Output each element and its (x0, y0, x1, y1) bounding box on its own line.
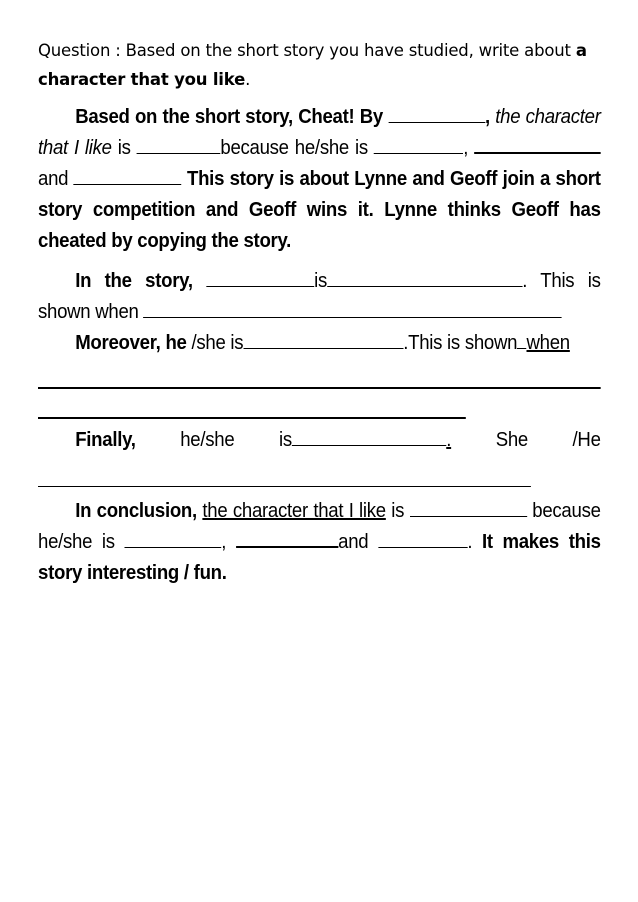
conclusion-lead: In conclusion, (75, 500, 197, 522)
conclusion-trait-blank-3[interactable] (378, 529, 467, 548)
moreover-evidence-line-2[interactable] (38, 389, 466, 419)
worksheet-page (38, 36, 601, 589)
paragraph-introduction (38, 102, 601, 257)
trait-blank-2[interactable] (474, 134, 600, 154)
finally-he-she: he/she (180, 429, 235, 451)
story-is: is (314, 270, 327, 292)
question-emphasis: a character that you like (38, 41, 587, 89)
story-summary: This story is about Lynne and Geoff join a short story competition and Geoff wins it. Lynne thinks Geoff has cheated by copying the story. (38, 168, 601, 252)
author-blank[interactable] (388, 104, 485, 123)
paragraph-conclusion (38, 496, 601, 589)
conclusion-character-phrase: the character that I like (202, 500, 386, 522)
story-evidence-blank[interactable] (144, 299, 563, 318)
moreover-lead: Moreover, he (75, 332, 187, 354)
intro-is: is (117, 137, 131, 159)
intro-because: because he/she is (220, 137, 368, 159)
intro-lead: Based on the short story, Cheat! By (75, 106, 383, 128)
finally-trait-blank[interactable] (292, 427, 446, 446)
paragraph-story (38, 266, 601, 328)
moreover-when: when (526, 332, 570, 354)
finally-evidence-line[interactable] (38, 456, 531, 487)
conclusion-closing: It makes this story interesting / fun. (38, 531, 601, 584)
moreover-shown: .This is shown (403, 332, 518, 354)
intro-comma: , (485, 106, 490, 128)
conclusion-comma: , (221, 531, 227, 553)
story-template (38, 102, 601, 589)
question-text: Question : Based on the short story you have studied, write about (38, 41, 576, 60)
paragraph-moreover (38, 328, 601, 359)
intro-character-phrase: the character that I like (38, 106, 601, 159)
story-shown-when: . This is shown when (38, 270, 601, 323)
moreover-she-is: /she is (191, 332, 244, 354)
trait-blank-3[interactable] (74, 166, 182, 185)
finally-she: She (495, 429, 528, 451)
finally-period: . (446, 429, 452, 451)
intro-and: and (38, 168, 69, 190)
question-end: . (245, 70, 251, 89)
finally-is: is (278, 429, 292, 451)
story-character-blank[interactable] (206, 268, 314, 287)
paragraph-finally (38, 425, 601, 456)
story-trait-blank[interactable] (327, 268, 522, 287)
intro-comma-2: , (463, 137, 469, 159)
conclusion-is: is (391, 500, 405, 522)
question-prompt (38, 36, 601, 94)
conclusion-trait-blank-1[interactable] (124, 529, 221, 548)
finally-trait-group (279, 425, 451, 456)
conclusion-character-blank[interactable] (410, 498, 527, 517)
moreover-evidence-line-1[interactable] (38, 359, 601, 389)
finally-he: /He (572, 429, 601, 451)
conclusion-period: . (467, 531, 473, 553)
story-lead: In the story, (75, 270, 193, 292)
conclusion-trait-blank-2[interactable] (236, 528, 338, 548)
moreover-gap-blank[interactable] (517, 330, 526, 349)
conclusion-and: and (338, 531, 369, 553)
character-blank[interactable] (137, 135, 221, 154)
moreover-trait-blank[interactable] (243, 330, 403, 349)
trait-blank-1[interactable] (374, 135, 463, 154)
conclusion-because: because he/she is (38, 500, 601, 553)
finally-lead: Finally, (75, 429, 136, 451)
